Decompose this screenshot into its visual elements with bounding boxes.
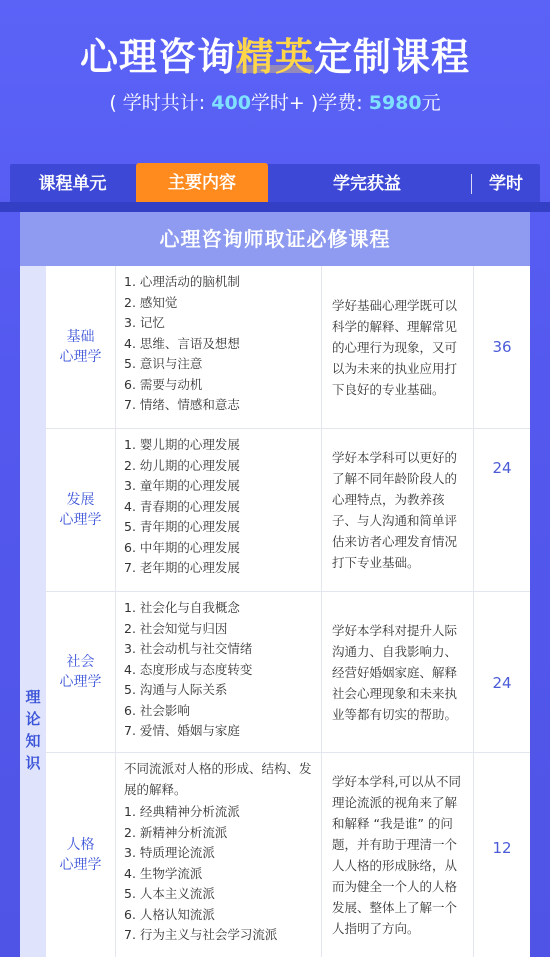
content-item: 3. 特质理论流派 [124, 845, 215, 860]
course-name-line1: 社会 [66, 654, 95, 670]
tuition-fee: 5980 [368, 92, 422, 114]
section-title: 心理咨询师取证必修课程 [20, 212, 530, 266]
course-name [46, 266, 116, 428]
course-benefit [322, 429, 474, 591]
course-content [116, 753, 322, 957]
content-item: 5. 意识与注意 [124, 356, 203, 371]
content-item: 1. 心理活动的脑机制 [124, 274, 240, 289]
table-row [46, 753, 530, 957]
category-char: 识 [25, 754, 41, 772]
course-name [46, 429, 116, 591]
content-item: 1. 经典精神分析流派 [124, 804, 240, 819]
course-name-line1: 发展 [66, 492, 95, 508]
course-name-line2: 心理学 [59, 349, 102, 365]
content-item: 2. 幼儿期的心理发展 [124, 457, 240, 473]
content-item: 7. 情绪、情感和意志 [124, 397, 240, 412]
tab-course-unit[interactable]: 课程单元 [38, 174, 107, 194]
table-row [46, 592, 530, 753]
category-column [20, 266, 46, 957]
course-benefit [322, 592, 474, 752]
subtitle [0, 88, 550, 115]
subtitle-suffix: 元 [421, 92, 441, 114]
course-table [20, 212, 530, 957]
course-name-line2: 心理学 [59, 674, 102, 690]
tab-main-content[interactable]: 主要内容 [136, 163, 268, 204]
benefit-text: 学好本学科可以更好的了解不同年龄阶段人的心理特点，为教养孩子、与人沟通和简单评估来访者心理发育情况打下专业基础。 [332, 450, 458, 570]
subtitle-middle: 学时+ )学费: [250, 92, 369, 114]
benefit-text: 学好本学科,可以从不同理论流派的视角来了解和解释 “我是谁” 的问题，并有助于理清一个人人格的形成脉络，从而为健全一个人的人格发展、整体上了解一个人指明了方向。 [332, 774, 461, 936]
course-name [46, 592, 116, 752]
content-item: 5. 人本主义流派 [124, 886, 215, 901]
content-item: 5. 青年期的心理发展 [124, 519, 240, 534]
content-item: 6. 社会影响 [124, 702, 190, 718]
table-row [46, 429, 530, 592]
title-highlight: 精英 [235, 35, 314, 79]
content-item: 2. 社会知觉与归因 [124, 620, 228, 636]
course-hours: 24 [492, 674, 512, 692]
course-hours: 24 [492, 459, 512, 477]
content-item: 3. 记忆 [124, 315, 165, 330]
course-name-line2: 心理学 [59, 512, 102, 528]
tab-hours[interactable]: 学时 [489, 174, 523, 194]
tab-benefits[interactable]: 学完获益 [333, 174, 401, 194]
course-name [46, 753, 116, 957]
course-content [116, 429, 322, 591]
content-item: 4. 态度形成与态度转变 [124, 661, 253, 677]
header [0, 0, 550, 170]
category-char: 理 [25, 688, 41, 706]
content-item: 2. 新精神分析流派 [124, 824, 228, 840]
course-content [116, 592, 322, 752]
course-name-line1: 人格 [66, 837, 95, 853]
total-hours: 400 [211, 92, 251, 114]
title-prefix: 心理咨询 [79, 35, 236, 79]
content-item: 2. 感知觉 [124, 294, 178, 310]
content-item: 3. 社会动机与社交情绪 [124, 641, 253, 656]
table-row [46, 266, 530, 429]
content-item: 4. 生物学流派 [124, 865, 203, 881]
course-hours: 36 [492, 338, 512, 356]
benefit-text: 学好基础心理学既可以科学的解释、理解常见的心理行为现象，又可以为未来的执业应用打下良好的专业基础。 [332, 297, 458, 397]
content-item: 3. 童年期的心理发展 [124, 478, 240, 493]
course-content [116, 266, 322, 428]
content-item: 6. 人格认知流派 [124, 906, 215, 922]
course-name-line1: 基础 [66, 329, 95, 345]
content-item: 7. 老年期的心理发展 [124, 560, 240, 575]
category-char: 知 [25, 732, 41, 750]
category-label [20, 686, 46, 774]
subtitle-prefix: ( 学时共计: [109, 92, 212, 114]
content-item: 1. 社会化与自我概念 [124, 600, 240, 615]
benefit-text: 学好本学科对提升人际沟通力、自我影响力、经营好婚姻家庭、解释社会心理现象和未来执业等都有切实的帮助。 [332, 622, 458, 722]
content-item: 7. 行为主义与社会学习流派 [124, 927, 278, 942]
page-title [0, 26, 550, 81]
content-intro: 不同流派对人格的形成、结构、发展的解释。 [124, 761, 312, 797]
course-benefit [322, 753, 474, 957]
content-item: 6. 中年期的心理发展 [124, 539, 240, 555]
content-item: 7. 爱情、婚姻与家庭 [124, 723, 240, 738]
content-item: 4. 青春期的心理发展 [124, 498, 240, 514]
content-item: 6. 需要与动机 [124, 376, 203, 392]
course-benefit [322, 266, 474, 428]
content-item: 1. 婴儿期的心理发展 [124, 437, 240, 452]
content-item: 5. 沟通与人际关系 [124, 682, 228, 697]
course-name-line2: 心理学 [59, 857, 102, 873]
course-hours: 12 [492, 839, 512, 857]
title-suffix: 定制课程 [314, 35, 471, 79]
category-char: 论 [25, 710, 41, 728]
content-item: 4. 思维、言语及想想 [124, 335, 240, 351]
column-tab-bar [10, 164, 540, 204]
